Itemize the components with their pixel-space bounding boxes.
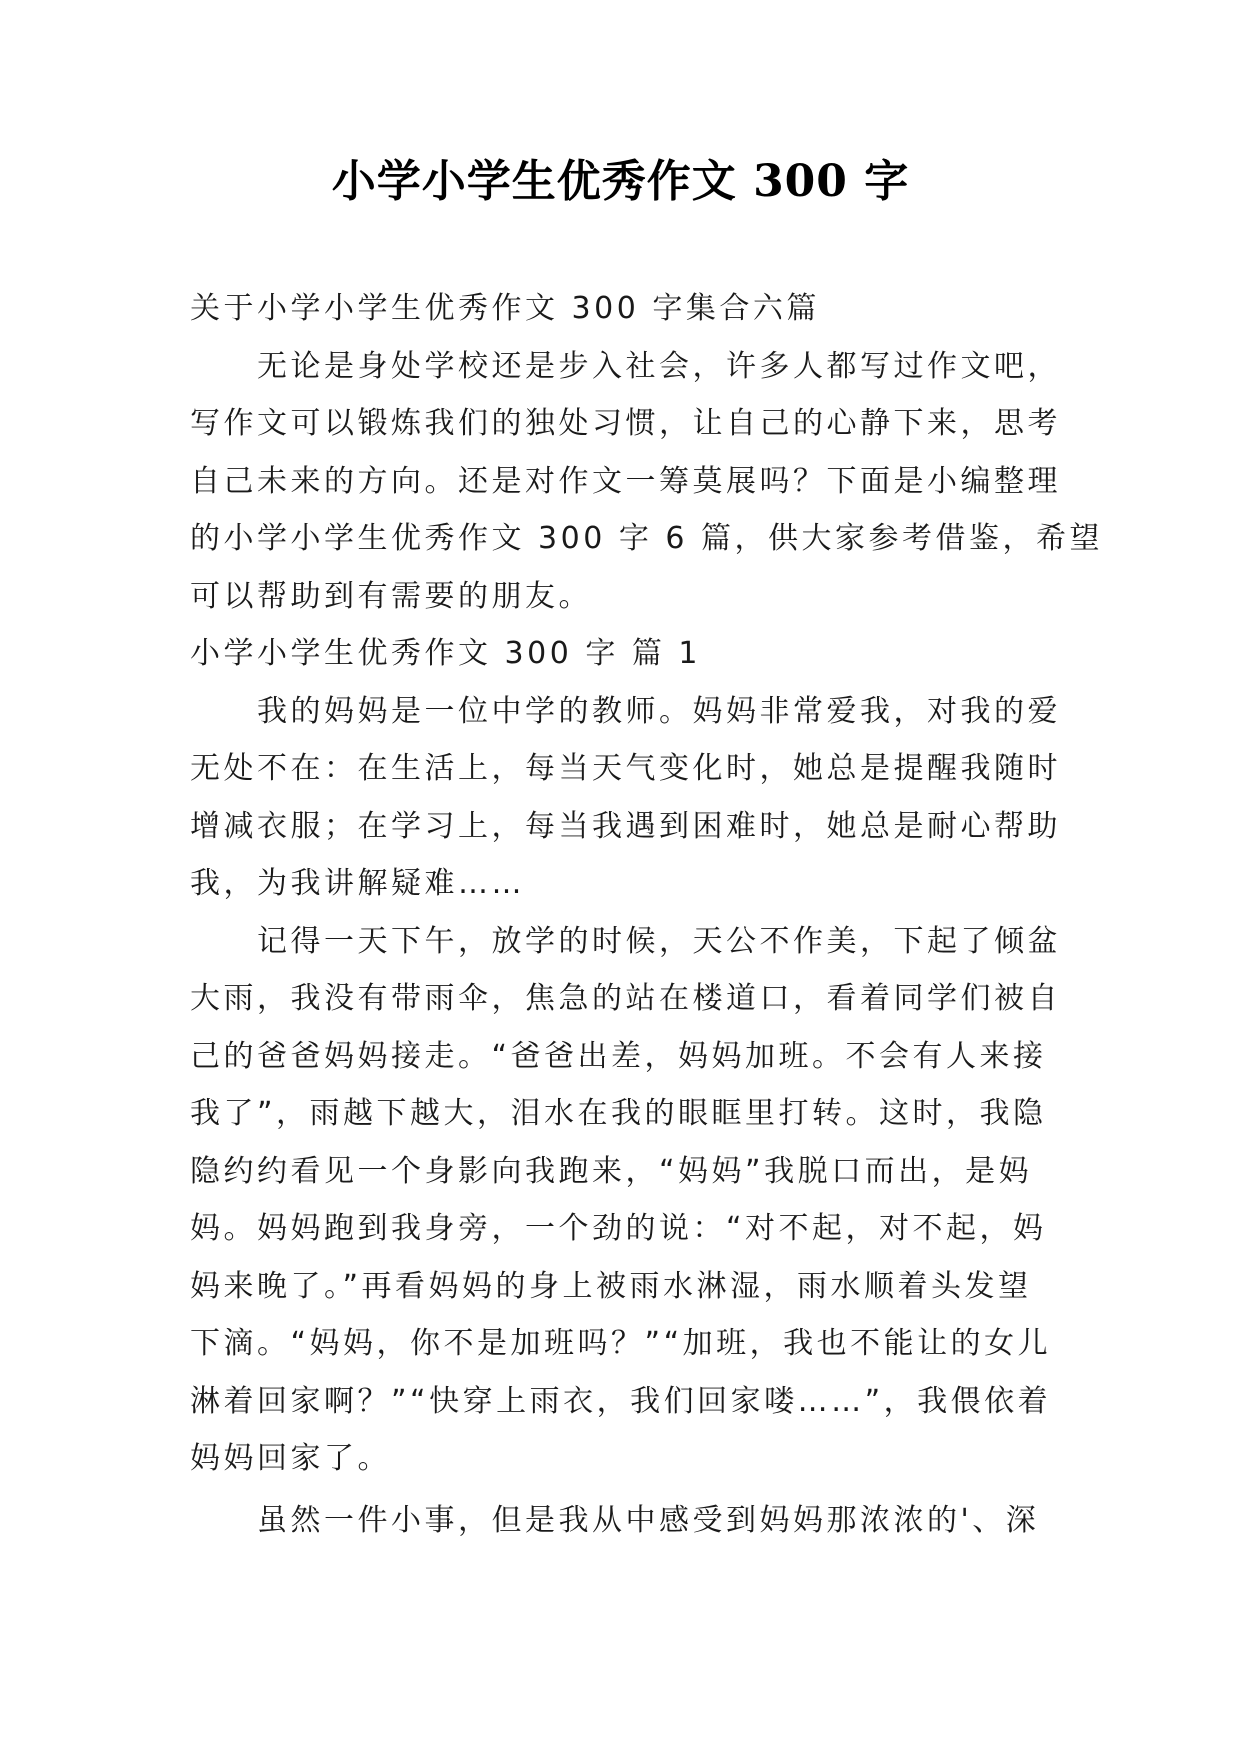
- text-line: 虽然一件小事，但是我从中感受到妈妈那浓浓的'、深: [190, 1502, 1040, 1538]
- text-line: 无处不在：在生活上，每当天气变化时，她总是提醒我随时: [190, 751, 1061, 786]
- text-line: 隐约约看见一个身影向我跑来，“妈妈”我脱口而出，是妈: [190, 1153, 1033, 1189]
- document-body: [190, 280, 1103, 1549]
- text-line: 可以帮助到有需要的朋友。: [190, 578, 592, 614]
- text-line: 无论是身处学校还是步入社会，许多人都写过作文吧，: [190, 348, 1061, 384]
- document-intro-heading: 关于小学小学生优秀作文 300 字集合六篇: [190, 291, 820, 326]
- text-line: 淋着回家啊？”“快穿上雨衣，我们回家喽……”，我偎依着: [190, 1383, 1052, 1419]
- text-line: 的小学小学生优秀作文 300 字 6 篇，供大家参考借鉴，希望: [190, 521, 1103, 556]
- text-line: 我，为我讲解疑难……: [190, 866, 525, 901]
- text-line: 妈来晚了。”再看妈妈的身上被雨水淋湿，雨水顺着头发望: [190, 1268, 1032, 1304]
- text-line: 妈。妈妈跑到我身旁，一个劲的说：“对不起，对不起，妈: [190, 1211, 1047, 1246]
- text-line: 大雨，我没有带雨伞，焦急的站在楼道口，看着同学们被自: [190, 981, 1061, 1016]
- text-line: 我的妈妈是一位中学的教师。妈妈非常爱我，对我的爱: [190, 693, 1061, 729]
- text-line: 我了”，雨越下越大，泪水在我的眼眶里打转。这时，我隐: [190, 1096, 1047, 1131]
- text-line: 下滴。“妈妈，你不是加班吗？”“加班，我也不能让的女儿: [190, 1326, 1052, 1361]
- text-line: 妈妈回家了。: [190, 1441, 391, 1476]
- document-title: 小学小学生优秀作文 300 字: [331, 156, 910, 207]
- text-line: 己的爸爸妈妈接走。“爸爸出差，妈妈加班。不会有人来接: [190, 1038, 1047, 1074]
- text-line: 增减衣服；在学习上，每当我遇到困难时，她总是耐心帮助: [190, 808, 1061, 844]
- text-line: 记得一天下午，放学的时候，天公不作美，下起了倾盆: [190, 923, 1061, 959]
- text-line: 自己未来的方向。还是对作文一筹莫展吗？下面是小编整理: [190, 463, 1061, 499]
- section-heading: 小学小学生优秀作文 300 字 篇 1: [190, 636, 701, 671]
- text-line: 写作文可以锻炼我们的独处习惯，让自己的心静下来，思考: [190, 406, 1061, 441]
